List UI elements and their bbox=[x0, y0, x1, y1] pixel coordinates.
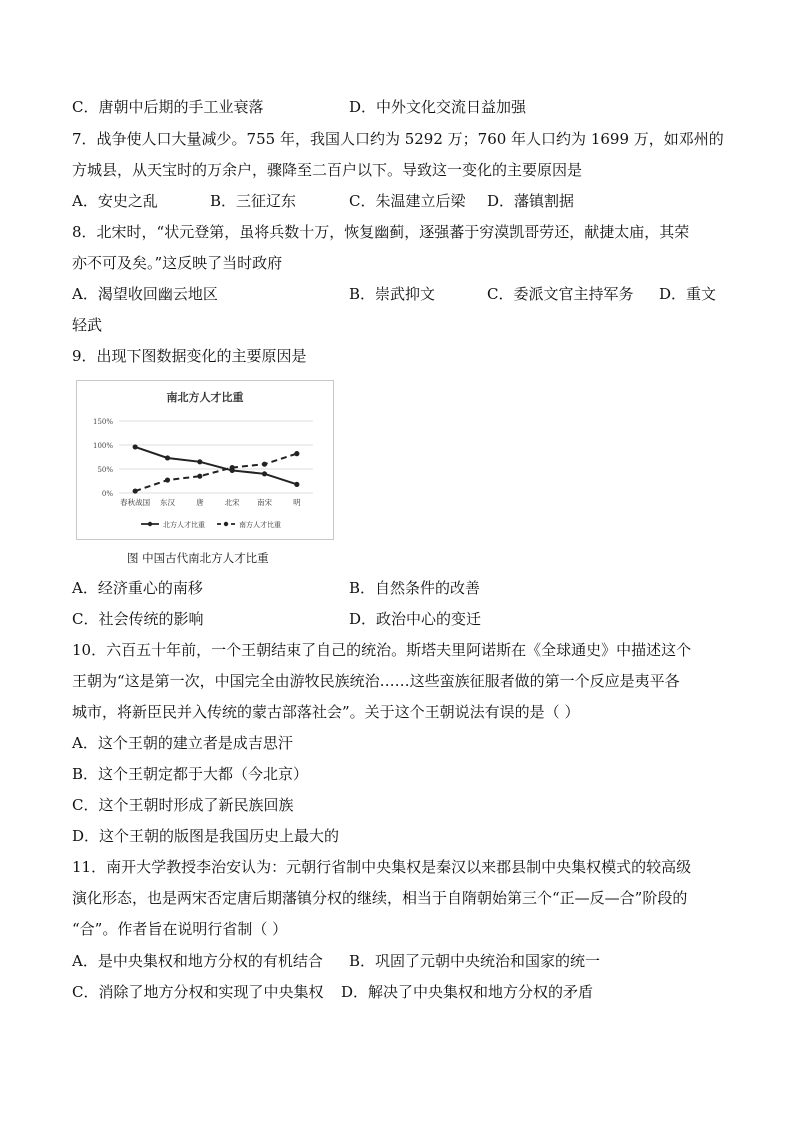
q6-option-d: D．中外文化交流日益加强 bbox=[349, 98, 527, 116]
q9-option-d: D．政治中心的变迁 bbox=[349, 610, 482, 628]
data-point bbox=[133, 444, 138, 449]
talent-ratio-chart bbox=[76, 380, 334, 540]
series-line-1 bbox=[135, 447, 297, 484]
q7-option-d: D．藩镇割据 bbox=[487, 192, 575, 210]
q11-option-c: C．消除了地方分权和实现了中央集权 bbox=[72, 983, 324, 1001]
q9-option-b: B．自然条件的改善 bbox=[349, 579, 481, 597]
q10-stem-line3: 城市，将新臣民并入传统的蒙古部落社会”。关于这个王朝说法有误的是（ ） bbox=[72, 703, 580, 721]
q10-stem-line2: 王朝为“这是第一次，中国完全由游牧民族统治……这些蛮族征服者做的第一个反应是夷平各 bbox=[72, 672, 680, 690]
q10-option-d: D．这个王朝的版图是我国历史上最大的 bbox=[72, 827, 340, 845]
q11-stem-line1: 11．南开大学教授李治安认为：元朝行省制中央集权是秦汉以来郡县制中央集权模式的较高级 bbox=[72, 858, 692, 876]
q11-option-a: A．是中央集权和地方分权的有机结合 bbox=[72, 952, 323, 970]
data-point bbox=[294, 451, 299, 456]
q11-option-d: D．解决了中央集权和地方分权的矛盾 bbox=[341, 983, 594, 1001]
q7-option-b: B．三征辽东 bbox=[210, 192, 297, 210]
data-point bbox=[165, 477, 170, 482]
x-tick-label: 南宋 bbox=[257, 498, 272, 507]
q7-option-a: A．安史之乱 bbox=[72, 192, 158, 210]
x-tick-label: 明 bbox=[293, 498, 301, 507]
data-point bbox=[197, 474, 202, 479]
chart-caption: 图 中国古代南北方人才比重 bbox=[127, 551, 269, 565]
legend-swatch-marker bbox=[148, 522, 152, 526]
data-point bbox=[197, 459, 202, 464]
q6-option-c: C．唐朝中后期的手工业衰落 bbox=[72, 98, 264, 116]
data-point bbox=[133, 488, 138, 493]
q9-stem: 9．出现下图数据变化的主要原因是 bbox=[72, 347, 307, 365]
chart-svg bbox=[77, 381, 333, 539]
q8-stem-line2: 亦不可及矣。”这反映了当时政府 bbox=[72, 254, 283, 272]
q7-stem-line2: 方城县，从天宝时的万余户，骤降至二百户以下。导致这一变化的主要原因是 bbox=[72, 161, 583, 179]
y-tick-label: 100% bbox=[92, 442, 113, 450]
data-point bbox=[262, 471, 267, 476]
q9-option-a: A．经济重心的南移 bbox=[72, 579, 203, 597]
legend-label: 南方人才比重 bbox=[239, 521, 281, 529]
q8-option-b: B．崇武抑文 bbox=[349, 285, 436, 303]
q11-option-b: B．巩固了元朝中央统治和国家的统一 bbox=[349, 952, 601, 970]
data-point bbox=[165, 455, 170, 460]
q11-stem-line3: “合”。作者旨在说明行省制（ ） bbox=[72, 920, 288, 938]
x-tick-label: 唐 bbox=[196, 498, 204, 507]
series-line-2 bbox=[135, 454, 297, 491]
chart-title: 南北方人才比重 bbox=[166, 391, 244, 404]
q7-option-c: C．朱温建立后梁 bbox=[349, 192, 466, 210]
legend-label: 北方人才比重 bbox=[163, 521, 205, 529]
q10-option-a: A．这个王朝的建立者是成吉思汗 bbox=[72, 734, 293, 752]
x-tick-label: 春秋战国 bbox=[120, 498, 151, 507]
data-point bbox=[230, 465, 235, 470]
q11-stem-line2: 演化形态，也是两宋否定唐后期藩镇分权的继续，相当于自隋朝始第三个“正—反—合”阶段的 bbox=[72, 889, 688, 907]
y-tick-label: 0% bbox=[101, 490, 113, 498]
q10-option-b: B．这个王朝定都于大都（今北京） bbox=[72, 765, 309, 783]
q10-option-c: C．这个王朝时形成了新民族回族 bbox=[72, 796, 294, 814]
y-tick-label: 150% bbox=[92, 418, 113, 426]
data-point bbox=[294, 482, 299, 487]
legend-swatch-marker bbox=[224, 522, 228, 526]
x-tick-label: 北宋 bbox=[224, 498, 240, 507]
q9-option-c: C．社会传统的影响 bbox=[72, 610, 204, 628]
q8-option-d: D．重文 bbox=[659, 285, 717, 303]
q8-option-a: A．渴望收回幽云地区 bbox=[72, 285, 218, 303]
q8-option-c: C．委派文官主持军务 bbox=[487, 285, 634, 303]
q8-stem-line1: 8．北宋时，“状元登第，虽将兵数十万，恢复幽蓟，逐强蕃于穷漠凯哥劳还，献捷太庙，其荣 bbox=[72, 223, 690, 241]
data-point bbox=[262, 462, 267, 467]
q8-option-d-continued: 轻武 bbox=[72, 316, 103, 334]
y-tick-label: 50% bbox=[97, 466, 113, 474]
q7-stem-line1: 7．战争使人口大量减少。755 年，我国人口约为 5292 万；760 年人口约为 1699 万，如邓州的 bbox=[72, 130, 724, 148]
q10-stem-line1: 10．六百五十年前，一个王朝结束了自己的统治。斯塔夫里阿诺斯在《全球通史》中描述这个 bbox=[72, 641, 692, 659]
x-tick-label: 东汉 bbox=[160, 498, 175, 507]
